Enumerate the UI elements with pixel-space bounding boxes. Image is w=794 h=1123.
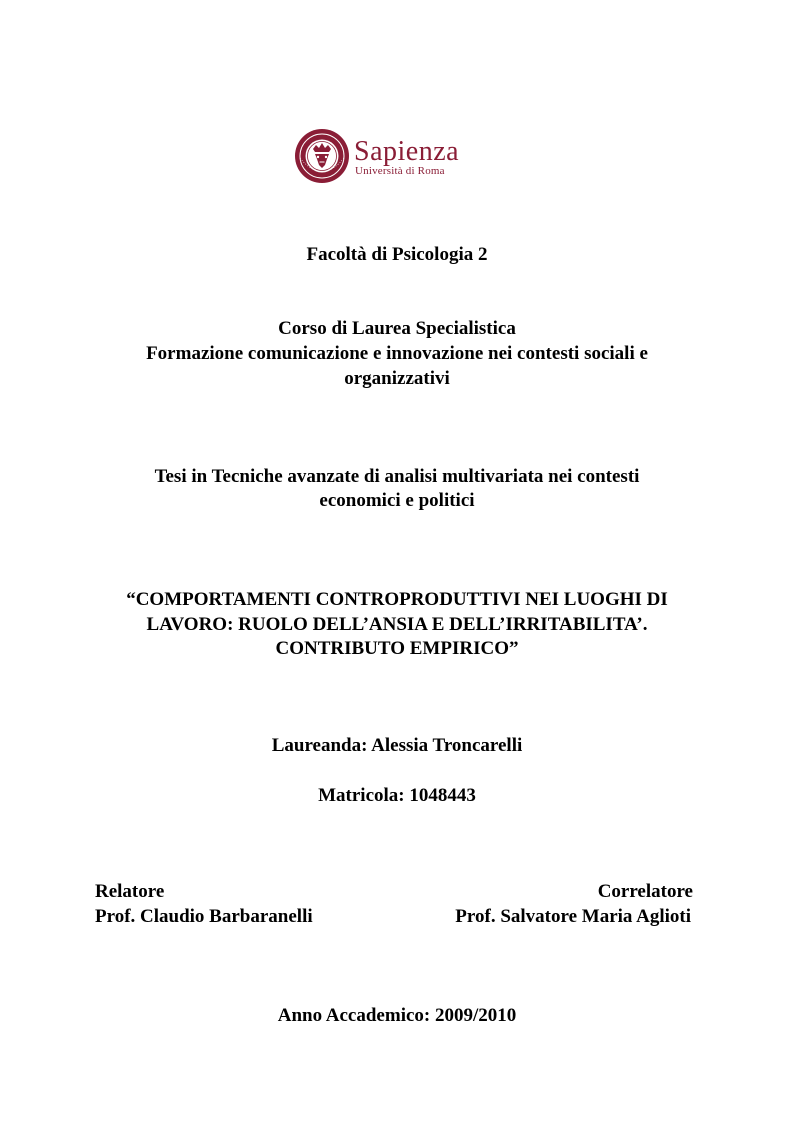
thesis-subject-line-2: economici e politici — [319, 490, 475, 511]
logo-subtitle: Università di Roma — [355, 165, 445, 177]
supervisor-name: Prof. Claudio Barbaranelli — [95, 906, 313, 927]
thesis-title-line-1: “COMPORTAMENTI CONTROPRODUTTIVI NEI LUOGHI DI — [126, 589, 668, 610]
course-name-line-1: Formazione comunicazione e innovazione nei contesti sociali e — [146, 343, 648, 364]
thesis-title-line-2: LAVORO: RUOLO DELL’ANSIA E DELL’IRRITABILITA’. — [146, 614, 648, 635]
faculty: Facoltà di Psicologia 2 — [306, 244, 488, 265]
course-name-line-2: organizzativi — [344, 368, 450, 389]
student-name: Laureanda: Alessia Troncarelli — [271, 735, 523, 756]
university-logo — [294, 128, 474, 186]
co-supervisor-role: Correlatore — [597, 881, 693, 902]
student-id: Matricola: 1048443 — [318, 785, 476, 806]
academic-year: Anno Accademico: 2009/2010 — [277, 1005, 517, 1026]
supervisor-role: Relatore — [95, 881, 165, 902]
thesis-subject-line-1: Tesi in Tecniche avanzate di analisi multivariata nei contesti — [154, 466, 640, 487]
thesis-title-line-3: CONTRIBUTO EMPIRICO” — [275, 638, 519, 659]
university-seal-icon — [294, 128, 350, 184]
course-title: Corso di Laurea Specialistica — [278, 318, 516, 339]
logo-wordmark: Sapienza — [354, 136, 460, 167]
co-supervisor-name: Prof. Salvatore Maria Aglioti — [455, 906, 691, 927]
